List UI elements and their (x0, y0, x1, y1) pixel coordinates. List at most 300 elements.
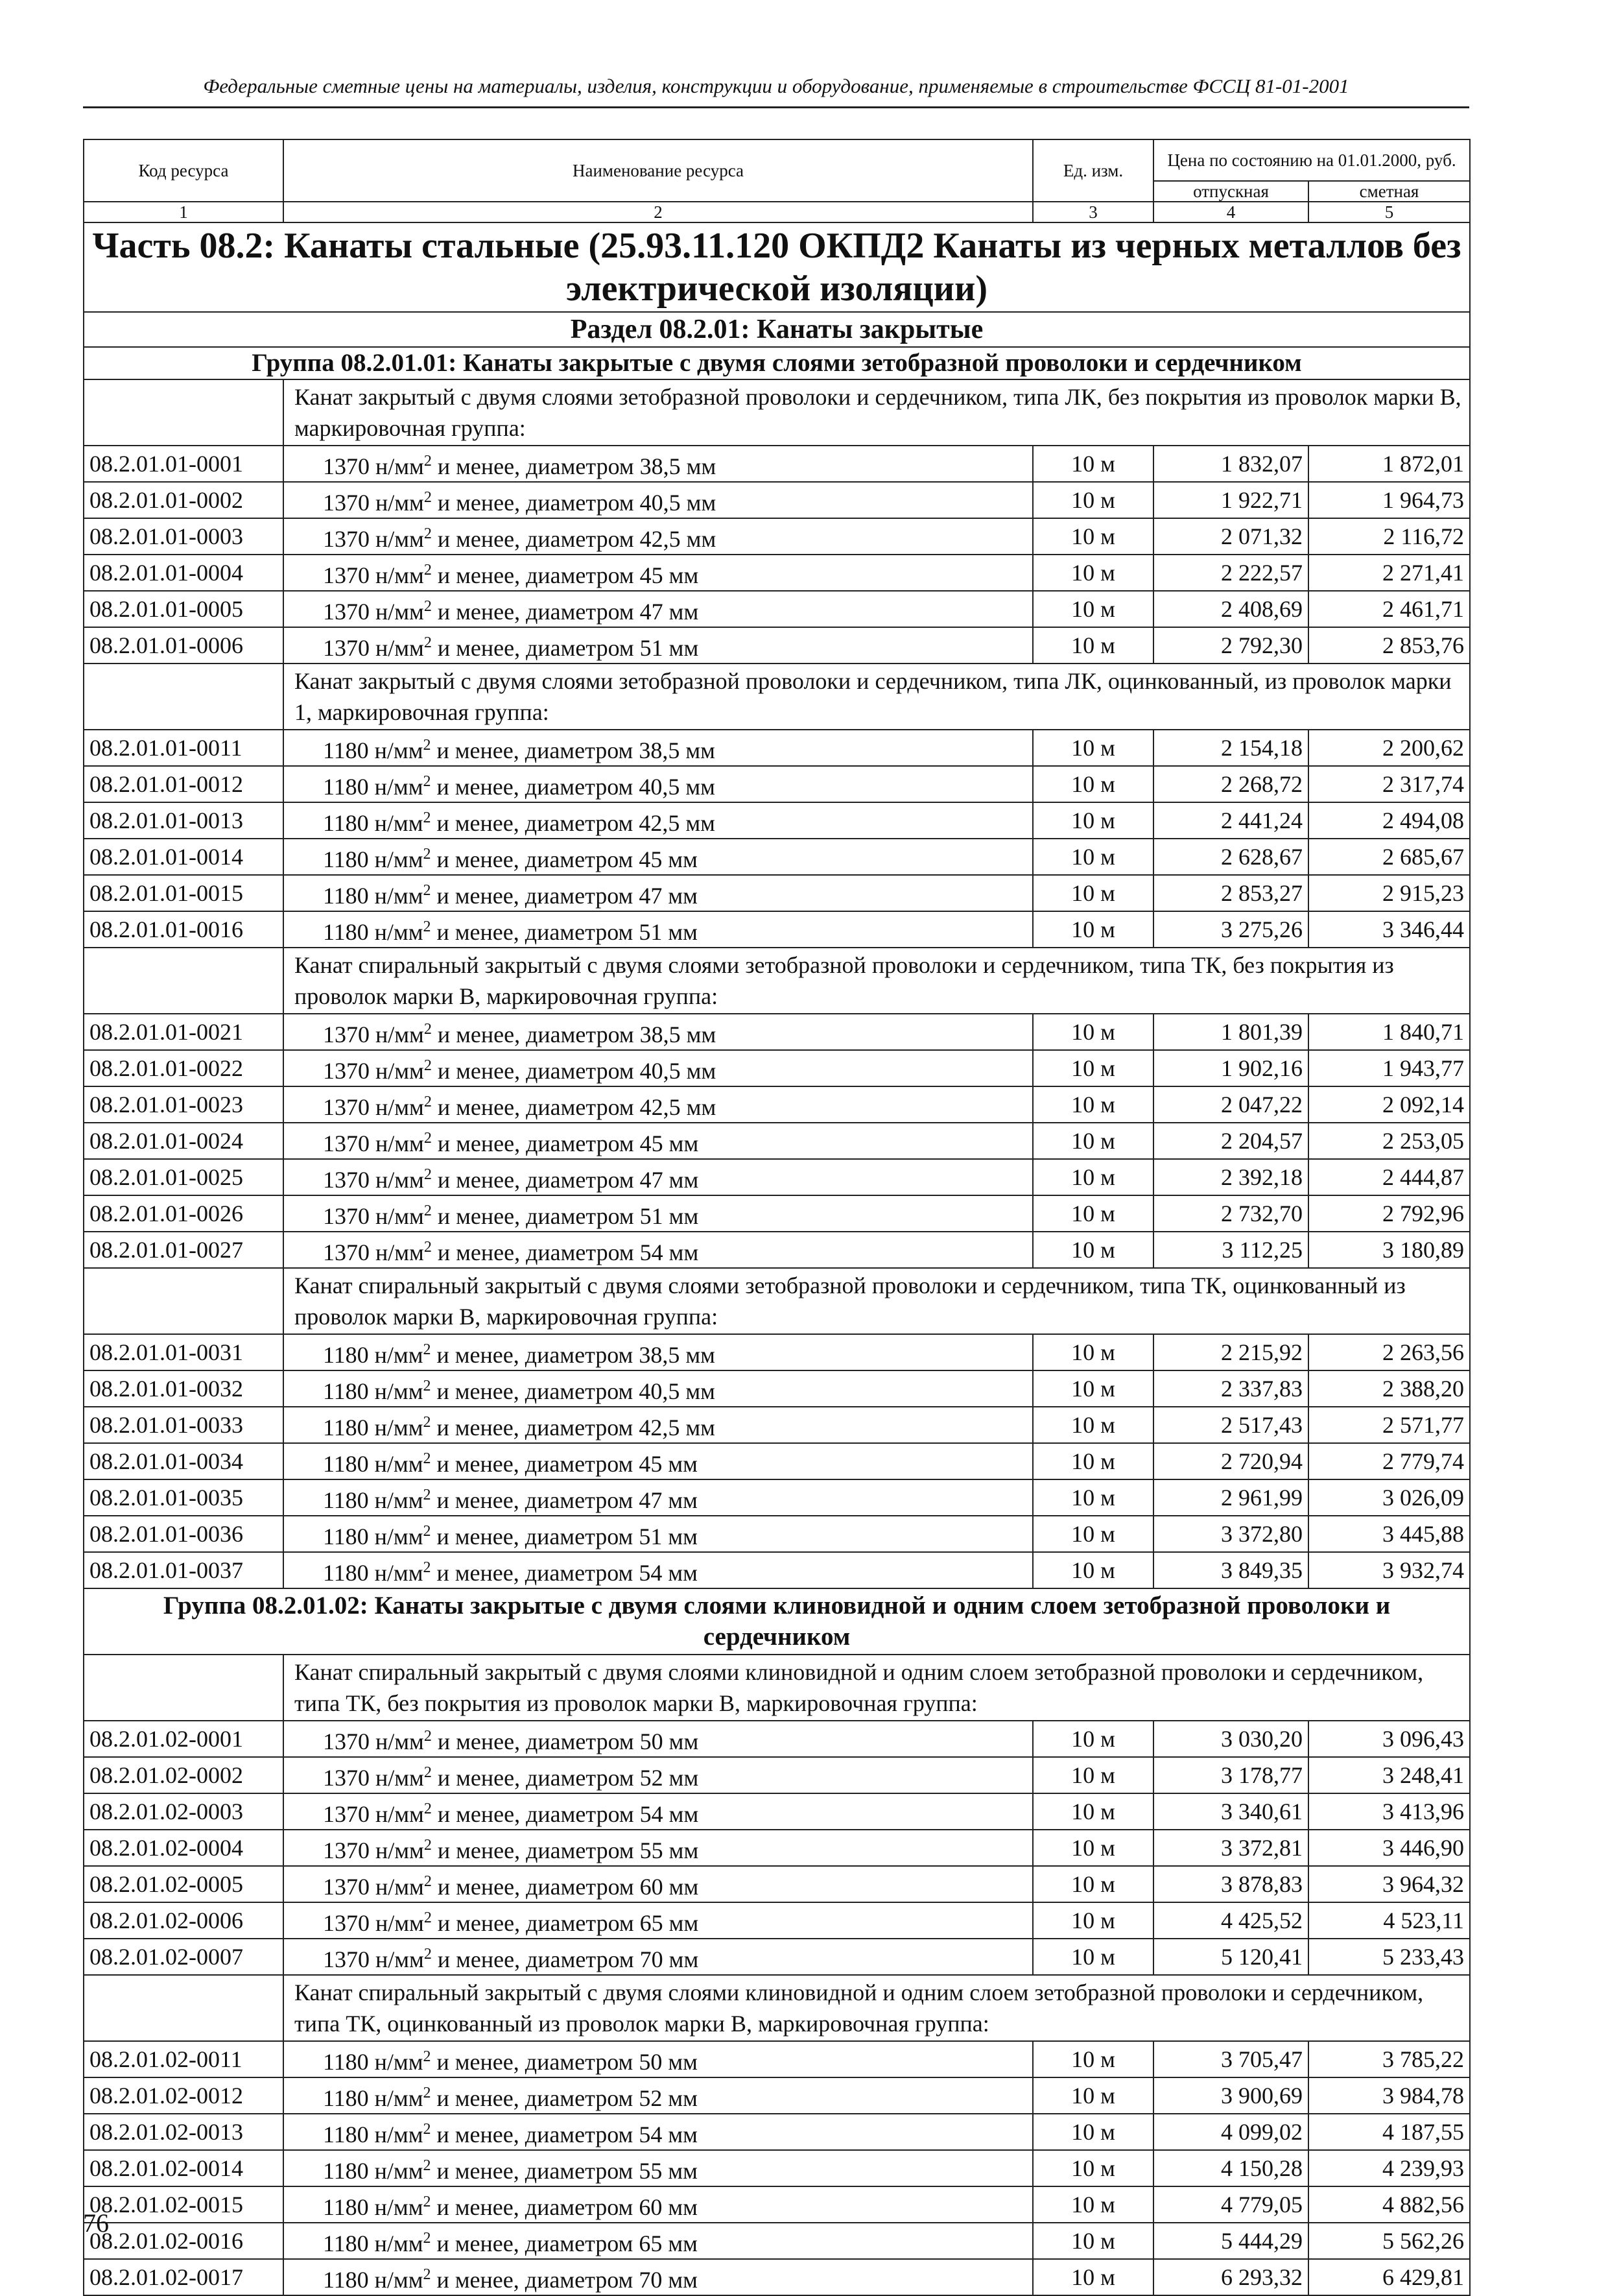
release-price: 2 215,92 (1153, 1334, 1308, 1370)
squared-superscript: 2 (423, 1094, 432, 1110)
resource-name (283, 1552, 1033, 1588)
section-title-row (84, 312, 1470, 347)
table-row (84, 1232, 1470, 1268)
subgroup-row (84, 664, 1470, 730)
resource-strength: 1180 н/мм (323, 1487, 423, 1513)
estimate-price: 6 429,81 (1308, 2259, 1470, 2295)
resource-strength: 1370 н/мм (323, 1203, 424, 1229)
resource-name (283, 1902, 1033, 1939)
resource-name (283, 2077, 1033, 2114)
resource-name (283, 2259, 1033, 2295)
resource-strength: 1180 н/мм (323, 2267, 423, 2293)
unit-cell: 10 м (1033, 1479, 1153, 1516)
resource-diameter: и менее, диаметром 45 мм (431, 1451, 698, 1477)
table-row (84, 1050, 1470, 1086)
resource-strength: 1180 н/мм (323, 774, 423, 800)
resource-strength: 1180 н/мм (323, 2122, 423, 2147)
unit-cell: 10 м (1033, 1757, 1153, 1793)
squared-superscript: 2 (423, 1450, 431, 1467)
resource-name (283, 2114, 1033, 2150)
unit-cell: 10 м (1033, 2150, 1153, 2186)
resource-code: 08.2.01.01-0033 (84, 1407, 283, 1443)
resource-code: 08.2.01.02-0007 (84, 1939, 283, 1975)
resource-code: 08.2.01.01-0035 (84, 1479, 283, 1516)
unit-cell: 10 м (1033, 1086, 1153, 1123)
resource-strength: 1180 н/мм (323, 2194, 423, 2220)
estimate-price: 3 445,88 (1308, 1516, 1470, 1552)
resource-strength: 1370 н/мм (323, 1094, 424, 1120)
resource-strength: 1180 н/мм (323, 1378, 423, 1404)
resource-code: 08.2.01.01-0026 (84, 1195, 283, 1232)
resource-strength: 1180 н/мм (323, 737, 423, 763)
squared-superscript: 2 (423, 773, 431, 790)
release-price: 3 030,20 (1153, 1721, 1308, 1757)
squared-superscript: 2 (423, 2085, 431, 2101)
resource-diameter: и менее, диаметром 40,5 мм (431, 490, 716, 516)
resource-strength: 1370 н/мм (323, 1167, 424, 1193)
squared-superscript: 2 (423, 1021, 432, 1038)
table-row (84, 1479, 1470, 1516)
estimate-price: 3 984,78 (1308, 2077, 1470, 2114)
resource-diameter: и менее, диаметром 65 мм (431, 2230, 698, 2256)
header-price: Цена по состоянию на 01.01.2000, руб. (1153, 139, 1470, 181)
resource-strength: 1370 н/мм (323, 1239, 424, 1265)
estimate-price: 3 096,43 (1308, 1721, 1470, 1757)
resource-code: 08.2.01.01-0014 (84, 839, 283, 875)
table-row (84, 1552, 1470, 1588)
squared-superscript: 2 (423, 634, 432, 651)
release-price: 4 150,28 (1153, 2150, 1308, 2186)
table-row (84, 1159, 1470, 1195)
unit-cell: 10 м (1033, 1830, 1153, 1866)
estimate-price: 2 317,74 (1308, 766, 1470, 802)
resource-diameter: и менее, диаметром 52 мм (431, 2085, 698, 2111)
resource-code: 08.2.01.02-0002 (84, 1757, 283, 1793)
release-price: 3 372,81 (1153, 1830, 1308, 1866)
resource-name (283, 1086, 1033, 1123)
resource-name (283, 1050, 1033, 1086)
estimate-price: 2 200,62 (1308, 730, 1470, 766)
unit-cell: 10 м (1033, 1195, 1153, 1232)
subgroup-row (84, 379, 1470, 446)
estimate-price: 1 872,01 (1308, 446, 1470, 482)
column-number: 3 (1033, 202, 1153, 222)
estimate-price: 2 461,71 (1308, 591, 1470, 627)
squared-superscript: 2 (423, 2048, 431, 2065)
resource-name (283, 1232, 1033, 1268)
unit-cell: 10 м (1033, 1232, 1153, 1268)
resource-name (283, 1939, 1033, 1975)
estimate-price: 3 413,96 (1308, 1793, 1470, 1830)
table-row (84, 1123, 1470, 1159)
resource-name (283, 875, 1033, 911)
resource-name (283, 2041, 1033, 2077)
estimate-price: 2 263,56 (1308, 1334, 1470, 1370)
resource-code: 08.2.01.01-0005 (84, 591, 283, 627)
release-price: 2 222,57 (1153, 555, 1308, 591)
unit-cell: 10 м (1033, 1050, 1153, 1086)
unit-cell: 10 м (1033, 1407, 1153, 1443)
resource-name (283, 1334, 1033, 1370)
squared-superscript: 2 (423, 1946, 432, 1963)
unit-cell: 10 м (1033, 766, 1153, 802)
resource-name (283, 1159, 1033, 1195)
squared-superscript: 2 (423, 809, 431, 826)
resource-diameter: и менее, диаметром 60 мм (431, 1874, 699, 1900)
resource-code: 08.2.01.01-0025 (84, 1159, 283, 1195)
squared-superscript: 2 (423, 489, 432, 506)
subgroup-description: Канат закрытый с двумя слоями зетобразной проволоки и сердечником, типа ЛК, оцинкованный, из проволок марки 1, маркировочная группа: (283, 664, 1470, 730)
unit-cell: 10 м (1033, 1902, 1153, 1939)
squared-superscript: 2 (423, 453, 432, 470)
estimate-price: 2 853,76 (1308, 627, 1470, 664)
resource-code: 08.2.01.01-0012 (84, 766, 283, 802)
resource-diameter: и менее, диаметром 42,5 мм (431, 1094, 716, 1120)
release-price: 6 293,32 (1153, 2259, 1308, 2295)
resource-code: 08.2.01.01-0031 (84, 1334, 283, 1370)
squared-superscript: 2 (423, 1239, 432, 1256)
estimate-price: 2 253,05 (1308, 1123, 1470, 1159)
resource-name (283, 1443, 1033, 1479)
squared-superscript: 2 (423, 1837, 432, 1854)
squared-superscript: 2 (423, 2194, 431, 2210)
subgroup-description: Канат спиральный закрытый с двумя слоями зетобразной проволоки и сердечником, типа ТК, оцинкованный из проволок марки В, маркировочная группа: (283, 1268, 1470, 1334)
release-price: 3 275,26 (1153, 911, 1308, 948)
subgroup-code-cell (84, 1268, 283, 1334)
release-price: 2 517,43 (1153, 1407, 1308, 1443)
resource-name (283, 766, 1033, 802)
resource-strength: 1180 н/мм (323, 1415, 423, 1441)
release-price: 2 268,72 (1153, 766, 1308, 802)
unit-cell: 10 м (1033, 627, 1153, 664)
table-row (84, 1334, 1470, 1370)
table-row (84, 1014, 1470, 1050)
subgroup-row (84, 1975, 1470, 2041)
table-row (84, 1407, 1470, 1443)
resource-name (283, 446, 1033, 482)
table-row (84, 1195, 1470, 1232)
estimate-price: 2 116,72 (1308, 518, 1470, 555)
unit-cell: 10 м (1033, 1721, 1153, 1757)
section-title: Раздел 08.2.01: Канаты закрытые (84, 312, 1470, 347)
resource-strength: 1180 н/мм (323, 2049, 423, 2075)
resource-strength: 1370 н/мм (323, 1058, 424, 1084)
release-price: 2 392,18 (1153, 1159, 1308, 1195)
release-price: 4 425,52 (1153, 1902, 1308, 1939)
squared-superscript: 2 (423, 882, 431, 899)
resource-code: 08.2.01.01-0024 (84, 1123, 283, 1159)
resource-strength: 1370 н/мм (323, 526, 424, 552)
resource-code: 08.2.01.01-0036 (84, 1516, 283, 1552)
resource-code: 08.2.01.02-0005 (84, 1866, 283, 1902)
table-row (84, 1370, 1470, 1407)
resource-name (283, 1757, 1033, 1793)
header-name: Наименование ресурса (283, 139, 1033, 202)
resource-diameter: и менее, диаметром 42,5 мм (431, 1415, 715, 1441)
resource-code: 08.2.01.01-0021 (84, 1014, 283, 1050)
estimate-price: 2 685,67 (1308, 839, 1470, 875)
release-price: 3 178,77 (1153, 1757, 1308, 1793)
table-row (84, 911, 1470, 948)
part-title: Часть 08.2: Канаты стальные (25.93.11.120 ОКПД2 Канаты из черных металлов без электрической изоляции) (84, 222, 1470, 312)
resource-code: 08.2.01.02-0011 (84, 2041, 283, 2077)
resource-diameter: и менее, диаметром 38,5 мм (431, 1022, 716, 1047)
resource-name (283, 1014, 1033, 1050)
squared-superscript: 2 (423, 1728, 432, 1745)
resource-diameter: и менее, диаметром 60 мм (431, 2194, 698, 2220)
resource-diameter: и менее, диаметром 45 мм (431, 1130, 699, 1156)
squared-superscript: 2 (423, 846, 431, 863)
release-price: 1 902,16 (1153, 1050, 1308, 1086)
estimate-price: 4 239,93 (1308, 2150, 1470, 2186)
resource-code: 08.2.01.02-0006 (84, 1902, 283, 1939)
estimate-price: 2 494,08 (1308, 802, 1470, 839)
subgroup-code-cell (84, 379, 283, 446)
resource-strength: 1370 н/мм (323, 562, 424, 588)
resource-diameter: и менее, диаметром 40,5 мм (431, 1378, 715, 1404)
resource-name (283, 482, 1033, 518)
estimate-price: 3 026,09 (1308, 1479, 1470, 1516)
resource-code: 08.2.01.01-0003 (84, 518, 283, 555)
unit-cell: 10 м (1033, 1123, 1153, 1159)
resource-diameter: и менее, диаметром 50 мм (431, 2049, 698, 2075)
estimate-price: 2 779,74 (1308, 1443, 1470, 1479)
estimate-price: 5 233,43 (1308, 1939, 1470, 1975)
resource-diameter: и менее, диаметром 55 мм (431, 2158, 698, 2184)
release-price: 5 120,41 (1153, 1939, 1308, 1975)
table-row (84, 518, 1470, 555)
header-unit: Ед. изм. (1033, 139, 1153, 202)
table-row (84, 627, 1470, 664)
resource-name (283, 2186, 1033, 2223)
resource-strength: 1370 н/мм (323, 1801, 424, 1827)
header-price-estimate: сметная (1308, 181, 1470, 202)
table-row (84, 1516, 1470, 1552)
squared-superscript: 2 (423, 918, 431, 935)
release-price: 1 801,39 (1153, 1014, 1308, 1050)
resource-code: 08.2.01.02-0016 (84, 2223, 283, 2259)
resource-diameter: и менее, диаметром 54 мм (431, 1239, 699, 1265)
release-price: 2 204,57 (1153, 1123, 1308, 1159)
unit-cell: 10 м (1033, 1552, 1153, 1588)
release-price: 4 099,02 (1153, 2114, 1308, 2150)
resource-strength: 1180 н/мм (323, 1451, 423, 1477)
resource-diameter: и менее, диаметром 38,5 мм (431, 453, 716, 479)
estimate-price: 2 792,96 (1308, 1195, 1470, 1232)
column-number: 2 (283, 202, 1033, 222)
resource-diameter: и менее, диаметром 42,5 мм (431, 526, 716, 552)
resource-diameter: и менее, диаметром 51 мм (431, 919, 698, 945)
unit-cell: 10 м (1033, 2041, 1153, 2077)
running-header: Федеральные сметные цены на материалы, изделия, конструкции и оборудование, применяемые в строительстве ФССЦ 81-01-2001 (83, 70, 1469, 108)
resource-diameter: и менее, диаметром 40,5 мм (431, 774, 715, 800)
table-row (84, 875, 1470, 911)
table-row (84, 1866, 1470, 1902)
release-price: 2 720,94 (1153, 1443, 1308, 1479)
resource-code: 08.2.01.01-0004 (84, 555, 283, 591)
squared-superscript: 2 (423, 1873, 432, 1890)
table-row (84, 2150, 1470, 2186)
table-row (84, 2259, 1470, 2295)
estimate-price: 3 180,89 (1308, 1232, 1470, 1268)
estimate-price: 1 964,73 (1308, 482, 1470, 518)
resource-code: 08.2.01.01-0032 (84, 1370, 283, 1407)
unit-cell: 10 м (1033, 875, 1153, 911)
resource-name (283, 1866, 1033, 1902)
resource-diameter: и менее, диаметром 40,5 мм (431, 1058, 716, 1084)
resource-diameter: и менее, диаметром 70 мм (431, 1946, 699, 1972)
resource-diameter: и менее, диаметром 70 мм (431, 2267, 698, 2293)
release-price: 3 340,61 (1153, 1793, 1308, 1830)
resource-diameter: и менее, диаметром 65 мм (431, 1910, 699, 1936)
estimate-price: 4 187,55 (1308, 2114, 1470, 2150)
resource-diameter: и менее, диаметром 50 мм (431, 1728, 699, 1754)
squared-superscript: 2 (423, 2266, 431, 2283)
squared-superscript: 2 (423, 1378, 431, 1394)
resource-strength: 1180 н/мм (323, 883, 423, 909)
resource-code: 08.2.01.01-0011 (84, 730, 283, 766)
resource-name (283, 1407, 1033, 1443)
unit-cell: 10 м (1033, 1159, 1153, 1195)
table-row (84, 555, 1470, 591)
estimate-price: 1 840,71 (1308, 1014, 1470, 1050)
resource-name (283, 591, 1033, 627)
squared-superscript: 2 (423, 2157, 431, 2174)
estimate-price: 3 446,90 (1308, 1830, 1470, 1866)
header-code: Код ресурса (84, 139, 283, 202)
resource-name (283, 518, 1033, 555)
table-row (84, 2041, 1470, 2077)
unit-cell: 10 м (1033, 1014, 1153, 1050)
part-title-row (84, 222, 1470, 312)
resource-diameter: и менее, диаметром 54 мм (431, 2122, 698, 2147)
resource-diameter: и менее, диаметром 47 мм (431, 883, 698, 909)
resource-strength: 1370 н/мм (323, 1130, 424, 1156)
resource-code: 08.2.01.02-0014 (84, 2150, 283, 2186)
unit-cell: 10 м (1033, 802, 1153, 839)
squared-superscript: 2 (423, 2121, 431, 2138)
resource-name (283, 730, 1033, 766)
resource-diameter: и менее, диаметром 38,5 мм (431, 1342, 715, 1368)
unit-cell: 10 м (1033, 2223, 1153, 2259)
resource-code: 08.2.01.02-0001 (84, 1721, 283, 1757)
resource-strength: 1180 н/мм (323, 919, 423, 945)
table-body (84, 139, 1470, 2295)
page-number: 76 (83, 2208, 109, 2238)
resource-name (283, 2223, 1033, 2259)
squared-superscript: 2 (423, 1341, 431, 1358)
unit-cell: 10 м (1033, 1939, 1153, 1975)
table-row (84, 1793, 1470, 1830)
resource-code: 08.2.01.01-0001 (84, 446, 283, 482)
resource-name (283, 1123, 1033, 1159)
unit-cell: 10 м (1033, 446, 1153, 482)
release-price: 2 071,32 (1153, 518, 1308, 555)
resource-strength: 1370 н/мм (323, 599, 424, 625)
estimate-price: 1 943,77 (1308, 1050, 1470, 1086)
subgroup-code-cell (84, 1655, 283, 1721)
resource-code: 08.2.01.02-0013 (84, 2114, 283, 2150)
group-title-row (84, 347, 1470, 379)
release-price: 2 337,83 (1153, 1370, 1308, 1407)
unit-cell: 10 м (1033, 839, 1153, 875)
estimate-price: 4 882,56 (1308, 2186, 1470, 2223)
estimate-price: 2 271,41 (1308, 555, 1470, 591)
resource-name (283, 839, 1033, 875)
unit-cell: 10 м (1033, 1516, 1153, 1552)
resource-code: 08.2.01.01-0023 (84, 1086, 283, 1123)
resource-name (283, 2150, 1033, 2186)
squared-superscript: 2 (423, 598, 432, 615)
release-price: 2 408,69 (1153, 591, 1308, 627)
resource-diameter: и менее, диаметром 45 мм (431, 846, 698, 872)
squared-superscript: 2 (423, 737, 431, 754)
unit-cell: 10 м (1033, 482, 1153, 518)
resource-name (283, 1479, 1033, 1516)
release-price: 2 961,99 (1153, 1479, 1308, 1516)
squared-superscript: 2 (423, 525, 432, 542)
resource-strength: 1370 н/мм (323, 1910, 424, 1936)
resource-strength: 1180 н/мм (323, 1524, 423, 1549)
unit-cell: 10 м (1033, 591, 1153, 627)
resource-diameter: и менее, диаметром 55 мм (431, 1837, 699, 1863)
release-price: 2 047,22 (1153, 1086, 1308, 1123)
release-price: 5 444,29 (1153, 2223, 1308, 2259)
subgroup-description: Канат спиральный закрытый с двумя слоями клиновидной и одним слоем зетобразной проволоки и сердечником, типа ТК, оцинкованный из проволок марки В, маркировочная группа: (283, 1975, 1470, 2041)
subgroup-code-cell (84, 1975, 283, 2041)
resource-strength: 1180 н/мм (323, 2158, 423, 2184)
release-price: 3 900,69 (1153, 2077, 1308, 2114)
squared-superscript: 2 (423, 1523, 431, 1540)
table-row (84, 1757, 1470, 1793)
table-row (84, 2223, 1470, 2259)
resource-strength: 1180 н/мм (323, 1560, 423, 1586)
resource-strength: 1370 н/мм (323, 1022, 424, 1047)
table-row (84, 730, 1470, 766)
resource-strength: 1370 н/мм (323, 1728, 424, 1754)
estimate-price: 3 248,41 (1308, 1757, 1470, 1793)
resource-diameter: и менее, диаметром 51 мм (431, 635, 699, 661)
resource-name (283, 911, 1033, 948)
estimate-price: 2 915,23 (1308, 875, 1470, 911)
column-number: 4 (1153, 202, 1308, 222)
table-row (84, 1086, 1470, 1123)
resource-strength: 1180 н/мм (323, 1342, 423, 1368)
resource-name (283, 1793, 1033, 1830)
resource-diameter: и менее, диаметром 47 мм (431, 1167, 699, 1193)
table-row (84, 1830, 1470, 1866)
table-row (84, 1902, 1470, 1939)
estimate-price: 3 964,32 (1308, 1866, 1470, 1902)
estimate-price: 3 346,44 (1308, 911, 1470, 948)
resource-code: 08.2.01.01-0002 (84, 482, 283, 518)
unit-cell: 10 м (1033, 911, 1153, 948)
group-title: Группа 08.2.01.02: Канаты закрытые с двумя слоями клиновидной и одним слоем зетобразной проволоки и сердечником (84, 1588, 1470, 1655)
release-price: 2 853,27 (1153, 875, 1308, 911)
resource-code: 08.2.01.01-0006 (84, 627, 283, 664)
price-table (83, 139, 1471, 2296)
estimate-price: 2 571,77 (1308, 1407, 1470, 1443)
unit-cell: 10 м (1033, 730, 1153, 766)
squared-superscript: 2 (423, 1487, 431, 1503)
squared-superscript: 2 (423, 1166, 432, 1183)
table-row (84, 591, 1470, 627)
resource-diameter: и менее, диаметром 54 мм (431, 1560, 698, 1586)
resource-code: 08.2.01.01-0027 (84, 1232, 283, 1268)
unit-cell: 10 м (1033, 2077, 1153, 2114)
subgroup-row (84, 1655, 1470, 1721)
resource-diameter: и менее, диаметром 47 мм (431, 599, 699, 625)
